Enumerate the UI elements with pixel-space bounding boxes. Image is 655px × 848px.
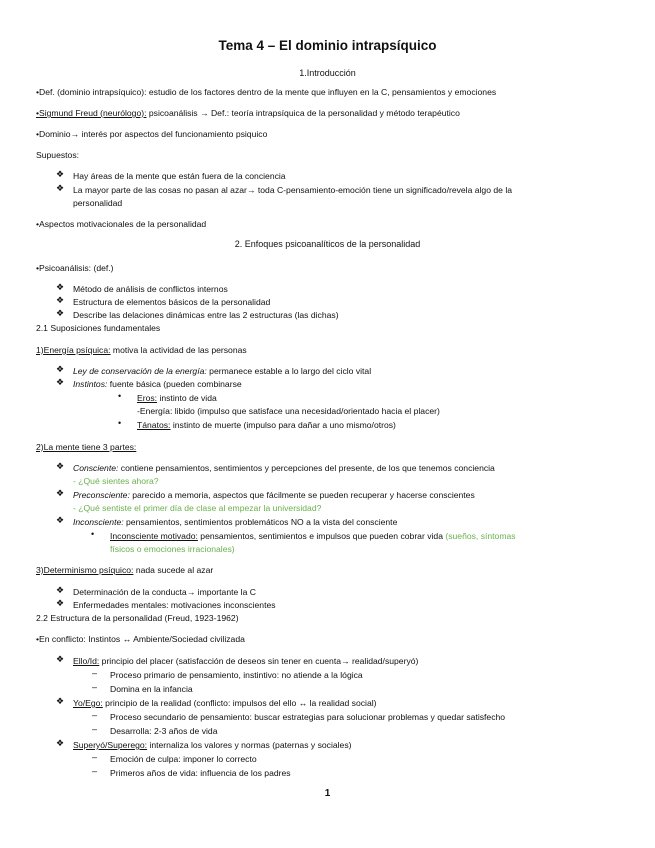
text-line: •Def. (dominio intrapsíquico): estudio de los factores dentro de la mente que influyen en la C, pensamientos y emociones — [36, 87, 497, 97]
instintos-text: fuente básica (pueden combinarse — [107, 379, 242, 389]
preconsciente-text: parecido a memoria, aspectos que fácilmente se pueden recuperar y hacerse conscientes — [129, 490, 475, 500]
diamond-bullet-icon: ❖ — [56, 183, 65, 193]
eros-label: Eros: — [137, 393, 158, 403]
dash-bullet-icon: – — [92, 766, 98, 776]
diamond-bullet-icon: ❖ — [56, 282, 65, 292]
ley-label: Ley de conservación de la energía: — [73, 366, 207, 376]
tanatos-label: Tánatos: — [137, 420, 171, 430]
list-item — [73, 697, 377, 709]
diamond-bullet-icon: ❖ — [56, 308, 65, 318]
list-item: Determinación de la conducta→ importante la C — [73, 587, 256, 597]
text-line: •Aspectos motivacionales de la personalidad — [36, 219, 207, 229]
freud-label: •Sigmund Freud (neurólogo): — [36, 108, 147, 118]
list-item — [110, 530, 516, 542]
consciente-text: contiene pensamientos, sentimientos y percepciones del presente, de los que tenemos conciencia — [118, 463, 495, 473]
energia-text: motiva la actividad de las personas — [110, 345, 247, 355]
diamond-bullet-icon: ❖ — [56, 169, 65, 179]
example-text: - ¿Qué sientes ahora? — [73, 476, 159, 486]
yo-label: Yo/Ego: — [73, 698, 103, 708]
section-heading-enfoques: 2. Enfoques psicoanalíticos de la personalidad — [234, 239, 421, 249]
example-text: - ¿Qué sentiste el primer día de clase al empezar la universidad? — [73, 503, 322, 513]
dash-bullet-icon: – — [92, 724, 98, 734]
list-item — [73, 378, 242, 390]
text-line — [36, 344, 247, 356]
dash-bullet-icon: – — [92, 668, 98, 678]
inconsciente-motivado-text: pensamientos, sentimientos e impulsos que pueden cobrar vida — [197, 531, 446, 541]
diamond-bullet-icon: ❖ — [56, 461, 65, 471]
inconsciente-label: Inconsciente: — [73, 517, 124, 527]
diamond-bullet-icon: ❖ — [56, 598, 65, 608]
consciente-label: Consciente: — [73, 463, 119, 473]
text-line: •Dominio→ interés por aspectos del funcionamiento psiquico — [36, 129, 268, 139]
ello-label: Ello/Id: — [73, 656, 100, 666]
list-item: Enfermedades mentales: motivaciones inconscientes — [73, 600, 276, 610]
dot-bullet-icon: • — [118, 391, 122, 401]
determinismo-label: 3)Determinismo psíquico: — [36, 565, 134, 575]
list-item: La mayor parte de las cosas no pasan al azar→ toda C-pensamiento-emoción tiene un significado/revela algo de la — [73, 185, 513, 195]
instintos-label: Instintos: — [73, 379, 108, 389]
list-item: Proceso primario de pensamiento, instintivo: no atiende a la lógica — [110, 670, 363, 680]
determinismo-text: nada sucede al azar — [133, 565, 214, 575]
list-item — [73, 655, 418, 667]
list-item: Domina en la infancia — [110, 684, 193, 694]
ello-text: principio del placer (satisfacción de deseos sin tener en cuenta→ realidad/superyó) — [99, 656, 419, 666]
text-line — [36, 107, 460, 119]
diamond-bullet-icon: ❖ — [56, 515, 65, 525]
inconsciente-text: pensamientos, sentimientos problemáticos NO a la vista del consciente — [123, 517, 398, 527]
energia-label: 1)Energía psíquica: — [36, 345, 111, 355]
list-item — [73, 739, 352, 751]
diamond-bullet-icon: ❖ — [56, 696, 65, 706]
superyo-text: internaliza los valores y normas (paternas y sociales) — [147, 740, 352, 750]
eros-text: instinto de vida — [157, 393, 217, 403]
section-heading-introduccion: 1.Introducción — [299, 68, 356, 78]
diamond-bullet-icon: ❖ — [56, 488, 65, 498]
list-item — [73, 462, 495, 474]
diamond-bullet-icon: ❖ — [56, 377, 65, 387]
preconsciente-label: Preconsciente: — [73, 490, 130, 500]
subsection-heading: 2.2 Estructura de la personalidad (Freud, 1923-1962) — [36, 613, 239, 623]
superyo-label: Superyó/Superego: — [73, 740, 148, 750]
diamond-bullet-icon: ❖ — [56, 364, 65, 374]
example-text: (sueños, síntomas — [445, 531, 516, 541]
list-item — [137, 419, 396, 431]
list-item-cont: personalidad — [73, 198, 123, 208]
diamond-bullet-icon: ❖ — [56, 295, 65, 305]
supuestos-label: Supuestos: — [36, 150, 79, 160]
text-line: •En conflicto: Instintos ↔ Ambiente/Sociedad civilizada — [36, 634, 245, 644]
list-item — [73, 365, 371, 377]
example-text: físicos o emociones irracionales) — [110, 544, 235, 554]
list-item — [137, 392, 217, 404]
text-line: 2)La mente tiene 3 partes: — [36, 442, 137, 452]
list-item: Desarrolla: 2-3 años de vida — [110, 726, 218, 736]
subsection-heading: 2.1 Suposiciones fundamentales — [36, 323, 161, 333]
dot-bullet-icon: • — [91, 529, 95, 539]
list-item: Proceso secundario de pensamiento: buscar estrategias para solucionar problemas y quedar satisfecho — [110, 712, 506, 722]
diamond-bullet-icon: ❖ — [56, 654, 65, 664]
list-item: Hay áreas de la mente que están fuera de la conciencia — [73, 171, 286, 181]
list-item — [73, 516, 397, 528]
dash-bullet-icon: – — [92, 752, 98, 762]
list-item: Describe las delaciones dinámicas entre las 2 estructuras (las dichas) — [73, 310, 339, 320]
page-title: Tema 4 – El dominio intrapsíquico — [218, 38, 437, 53]
list-item: Estructura de elementos básicos de la personalidad — [73, 297, 271, 307]
text-line: •Psicoanálisis: (def.) — [36, 263, 114, 273]
dash-bullet-icon: – — [92, 682, 98, 692]
list-item: Emoción de culpa: imponer lo correcto — [110, 754, 257, 764]
yo-text: principio de la realidad (conflicto: impulsos del ello ↔ la realidad social) — [102, 698, 377, 708]
diamond-bullet-icon: ❖ — [56, 738, 65, 748]
list-item: Primeros años de vida: influencia de los padres — [110, 768, 291, 778]
list-item — [73, 489, 475, 501]
tanatos-text: instinto de muerte (impulso para dañar a uno mismo/otros) — [170, 420, 396, 430]
ley-text: permanece estable a lo largo del ciclo vital — [206, 366, 372, 376]
inconsciente-motivado-label: Inconsciente motivado: — [110, 531, 198, 541]
page-number: 1 — [324, 788, 331, 799]
list-item-cont: -Energía: libido (impulso que satisface una necesidad/orientado hacia el placer) — [137, 406, 440, 416]
freud-def: psicoanálisis → Def.: teoría intrapsíquica de la personalidad y método terapéutico — [146, 108, 460, 118]
diamond-bullet-icon: ❖ — [56, 585, 65, 595]
list-item: Método de análisis de conflictos internos — [73, 284, 228, 294]
dot-bullet-icon: • — [118, 418, 122, 428]
text-line — [36, 564, 213, 576]
dash-bullet-icon: – — [92, 710, 98, 720]
